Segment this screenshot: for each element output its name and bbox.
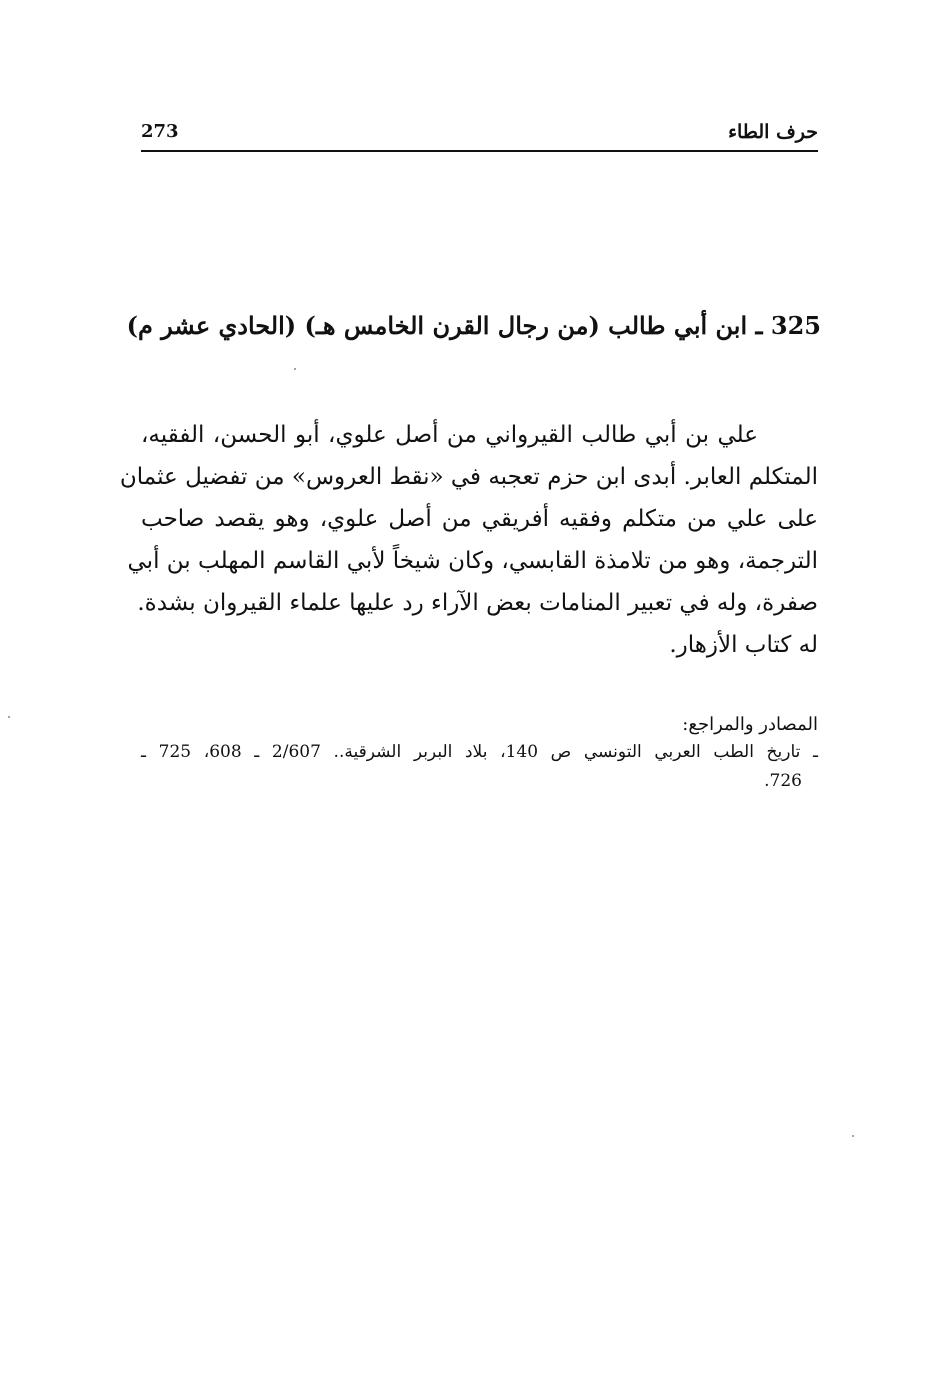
body-line: صفرة، وله في تعبير المنامات بعض الآراء رد عليها علماء القيروان بشدة. — [137, 590, 818, 616]
body-line: علي بن أبي طالب القيرواني من أصل علوي، أبو الحسن، الفقيه، — [141, 422, 758, 448]
body-line: الترجمة، وهو من تلامذة القابسي، وكان شيخاً لأبي القاسم المهلب بن أبي — [127, 548, 818, 574]
running-head: حرف الطاء — [728, 121, 818, 143]
entry-title: 325 ـ ابن أبي طالب (من رجال القرن الخامس هـ) (الحادي عشر م) — [126, 311, 821, 340]
source-reference: ـ تاريخ الطب العربي التونسي ص 140، بلاد البربر الشرقية.. 2/607 ـ 608، 725 ـ — [141, 742, 819, 762]
scan-speck — [294, 368, 296, 370]
sources-section — [141, 712, 818, 796]
page-number: 273 — [141, 121, 179, 142]
page-header — [141, 120, 818, 152]
body-line: له كتاب الأزهار. — [669, 632, 818, 658]
body-line: على علي من متكلم وفقيه أفريقي من أصل علوي، وهو يقصد صاحب — [141, 506, 818, 532]
entry-body — [119, 414, 818, 666]
sources-heading: المصادر والمراجع: — [682, 714, 818, 735]
body-line: المتكلم العابر. أبدى ابن حزم تعجبه في «نقط العروس» من تفضيل عثمان — [119, 464, 818, 490]
scan-speck — [852, 1135, 854, 1137]
source-reference-continuation: 726. — [764, 771, 802, 791]
scan-speck — [8, 716, 10, 718]
